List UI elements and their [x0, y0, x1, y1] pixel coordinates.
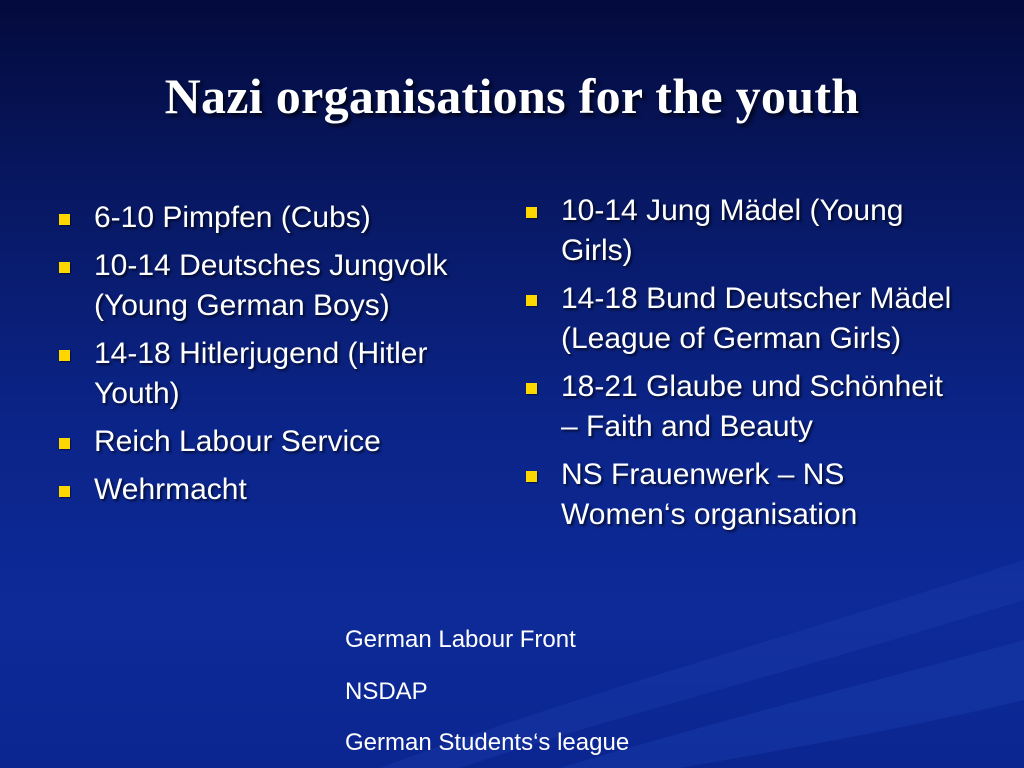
square-bullet-icon: [526, 383, 537, 394]
list-item-label: 14-18 Bund Deutscher Mädel (League of German Girls): [561, 282, 952, 355]
footer-text-block: [345, 627, 629, 768]
footer-line: German Labour Front: [345, 626, 576, 653]
list-item: [55, 422, 495, 462]
list-item: [522, 279, 962, 359]
square-bullet-icon: [526, 471, 537, 482]
square-bullet-icon: [59, 262, 70, 273]
list-item-label: 10-14 Jung Mädel (Young Girls): [561, 194, 904, 267]
list-item-label: 14-18 Hitlerjugend (Hitler Youth): [94, 337, 428, 410]
square-bullet-icon: [526, 207, 537, 218]
footer-line: German Students‘s league: [345, 729, 630, 756]
square-bullet-icon: [59, 350, 70, 361]
list-item: [522, 367, 962, 447]
square-bullet-icon: [526, 295, 537, 306]
square-bullet-icon: [59, 438, 70, 449]
slide-title: Nazi organisations for the youth: [164, 68, 860, 124]
list-item: [522, 455, 962, 535]
list-item-label: NS Frauenwerk – NS Women‘s organisation: [561, 458, 858, 531]
list-item: [522, 191, 962, 271]
left-bullet-list: [55, 198, 495, 518]
square-bullet-icon: [59, 486, 70, 497]
list-item: [55, 198, 495, 238]
right-bullet-list: [522, 191, 962, 543]
list-item-label: Wehrmacht: [94, 473, 247, 506]
list-item-label: 10-14 Deutsches Jungvolk (Young German Boys): [94, 249, 448, 322]
footer-line: NSDAP: [345, 677, 428, 705]
list-item-label: Reich Labour Service: [94, 425, 381, 458]
list-item-label: 18-21 Glaube und Schönheit – Faith and Beauty: [561, 370, 943, 443]
list-item: [55, 246, 495, 326]
list-item-label: 6-10 Pimpfen (Cubs): [94, 201, 371, 234]
list-item: [55, 334, 495, 414]
list-item: [55, 470, 495, 510]
square-bullet-icon: [59, 214, 70, 225]
